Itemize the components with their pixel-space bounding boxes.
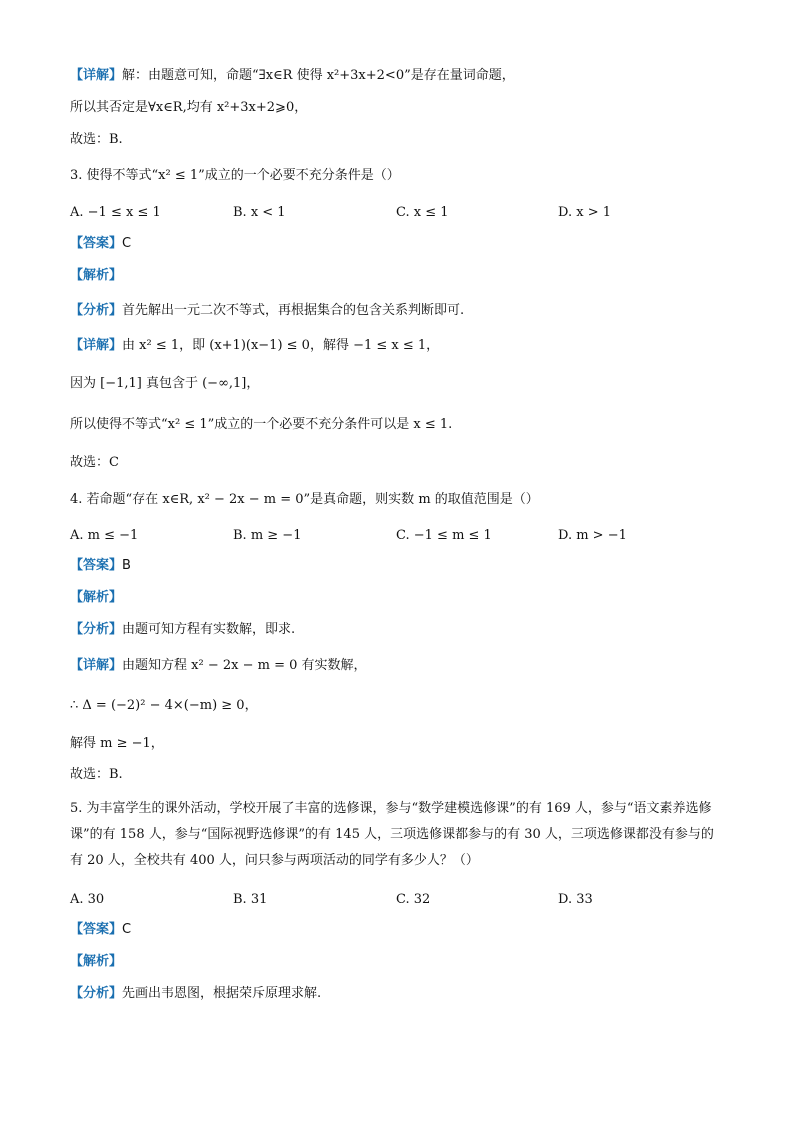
q3-analysis-tag <box>70 266 122 286</box>
q3-detail-text: 由 x² ≤ 1，即 (x+1)(x−1) ≤ 0，解得 −1 ≤ x ≤ 1， <box>122 338 440 353</box>
q4-detail-line3: 解得 m ≥ −1， <box>70 736 164 751</box>
answer-tag: 【答案】 <box>70 558 123 573</box>
q5-option-a: A. 30 <box>70 892 105 907</box>
answer-tag: 【答案】 <box>70 922 123 937</box>
q5-answer: C <box>122 922 132 937</box>
q5-option-c: C. 32 <box>396 892 431 907</box>
analysis-head-tag: 【分析】 <box>70 622 123 637</box>
q3-option-b: B. x < 1 <box>233 205 286 220</box>
q4-option-a: A. m ≤ −1 <box>70 528 139 543</box>
analysis-tag: 【解析】 <box>70 590 123 605</box>
q5-option-d: D. 33 <box>558 892 593 907</box>
q3-answer-line <box>70 234 131 254</box>
q4-analysis-text: 由题可知方程有实数解，即求. <box>122 622 296 637</box>
q5-option-b: B. 31 <box>233 892 268 907</box>
q3-option-a: A. −1 ≤ x ≤ 1 <box>70 205 161 220</box>
q3-stem: 3. 使得不等式“x² ≤ 1”成立的一个必要不充分条件是（） <box>70 168 400 183</box>
q4-stem: 4. 若命题“存在 x∈R, x² − 2x − m = 0”是真命题，则实数 m 的取值范围是（） <box>70 492 539 507</box>
q2-negation-line: 所以其否定是∀x∈R,均有 x²+3x+2⩾0， <box>70 100 308 115</box>
q3-detail-line3: 所以使得不等式“x² ≤ 1”成立的一个必要不充分条件可以是 x ≤ 1. <box>70 417 453 432</box>
q5-answer-line <box>70 920 131 940</box>
q4-detail-line2: ∴ Δ = (−2)² − 4×(−m) ≥ 0， <box>70 698 258 713</box>
analysis-head-tag: 【分析】 <box>70 986 123 1001</box>
q2-detail-text: 解：由题意可知，命题“∃x∈R 使得 x²+3x+2<0”是存在量词命题， <box>122 68 515 83</box>
q5-analysis-tag <box>70 952 122 972</box>
q4-detail-line <box>70 656 367 676</box>
q5-stem: 5. 为丰富学生的课外活动，学校开展了丰富的选修课，参与“数学建模选修课”的有 169 人，参与“语文素养选修课”的有 158 人，参与“国际视野选修课”的有 145 人，三项选修课都参与的有 30 人，三项选修课都没有参与的有 20 人，全校共有 400 人，问只参与两项活动的同学有多少人？（） <box>70 801 714 868</box>
q3-choice: 故选：C <box>70 455 119 470</box>
q3-analysis-text: 首先解出一元二次不等式，再根据集合的包含关系判断即可. <box>122 303 465 318</box>
q4-option-d: D. m > −1 <box>558 528 627 543</box>
q4-option-c: C. −1 ≤ m ≤ 1 <box>396 528 492 543</box>
q4-detail-text: 由题知方程 x² − 2x − m = 0 有实数解， <box>122 658 367 673</box>
q4-choice: 故选：B. <box>70 767 123 782</box>
answer-tag: 【答案】 <box>70 236 123 251</box>
q3-option-d: D. x > 1 <box>558 205 611 220</box>
q4-analysis-line <box>70 620 295 640</box>
q4-answer-line <box>70 556 131 576</box>
detail-tag: 【详解】 <box>70 658 123 673</box>
q4-answer: B <box>122 558 131 573</box>
analysis-tag: 【解析】 <box>70 268 123 283</box>
analysis-head-tag: 【分析】 <box>70 303 123 318</box>
analysis-tag: 【解析】 <box>70 954 123 969</box>
q2-detail-line <box>70 66 515 86</box>
q3-detail-line2: 因为 [−1,1] 真包含于 (−∞,1]， <box>70 376 260 391</box>
q5-analysis-line <box>70 984 321 1004</box>
q4-option-b: B. m ≥ −1 <box>233 528 302 543</box>
q3-detail-line <box>70 336 439 356</box>
q4-analysis-tag <box>70 588 122 608</box>
q5-analysis-text: 先画出韦恩图，根据荣斥原理求解. <box>122 986 322 1001</box>
q2-choice: 故选：B. <box>70 132 123 147</box>
detail-tag: 【详解】 <box>70 338 123 353</box>
q3-answer: C <box>122 236 132 251</box>
detail-tag: 【详解】 <box>70 68 123 83</box>
q3-analysis-line <box>70 301 464 321</box>
q3-option-c: C. x ≤ 1 <box>396 205 449 220</box>
